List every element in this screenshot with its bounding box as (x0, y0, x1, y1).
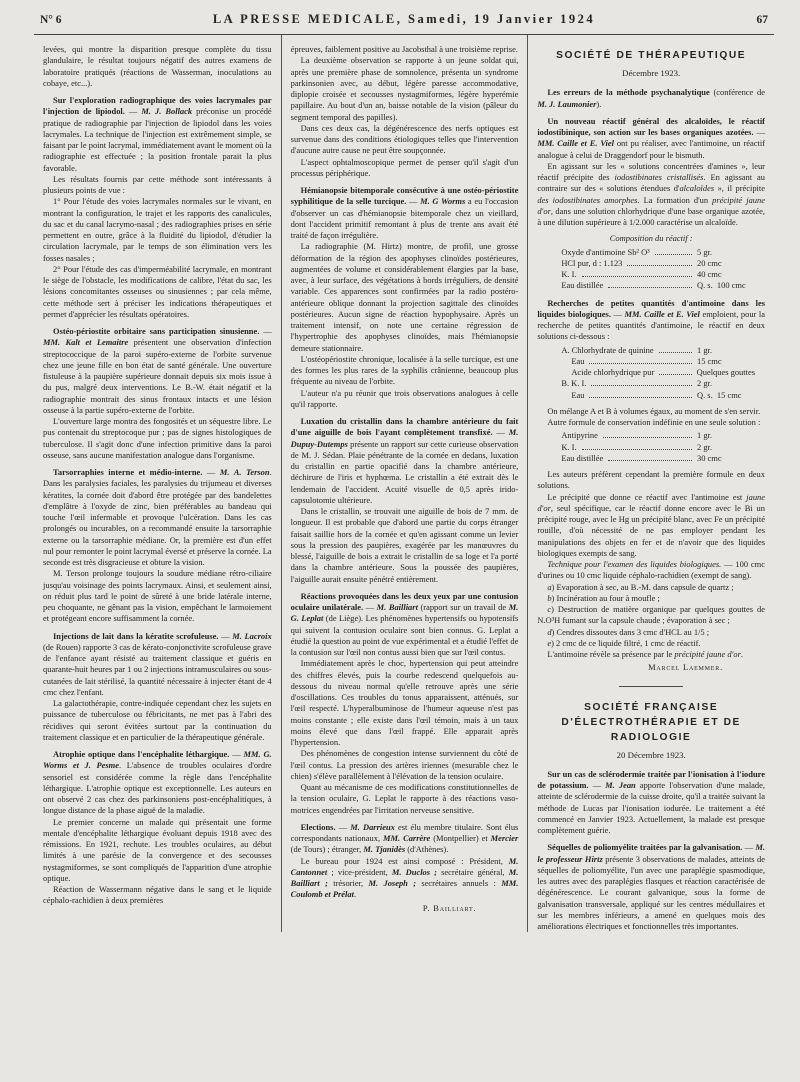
text-run: secrétaires annuels : (416, 878, 502, 888)
text-run: M. Joseph ; (368, 878, 417, 888)
text-run: jaune d'or (537, 491, 765, 513)
recipe-row (561, 390, 755, 401)
text-run: — (259, 326, 272, 336)
text-run: (de Rouen) rapporte 3 cas de kérato-conjonctivite scrofuleuse grave de l'enfance ayant résisté au traitement classique et guéris en quarante-huit heures par 1 ou 2 injections intramusculaires ou sous-cutanées de lait stérilisé, la quantité nécessaire à injecter étant de 4 cmc chez l'enfant. (43, 641, 272, 697)
text-run: présente 3 observations de malades, atteints de séquelles de poliomyélite, l'un avec une paraplégie spasmodique, les autres avec des paraplégies flasques et réaction caractérisée de dégénérescence. Le courant galvanique, sous la forme de galvanisation transversale, appliqué sur les centres médullaires et sur les membres inférieurs, a amené en quelques mois des améliorations électriques et fonctionnelles très importantes. (537, 853, 765, 931)
text-run: Tarsorraphies interne et médio-interne. (53, 467, 203, 477)
paragraph (43, 196, 272, 264)
section-paragraph (43, 467, 272, 568)
text-run: — (610, 308, 625, 319)
ingredient-amount: 40 cmc (697, 269, 722, 279)
section-paragraph (537, 116, 765, 161)
dot-leader (589, 363, 692, 364)
society-heading-line: D'ÉLECTROTHÉRAPIE ET DE RADIOLOGIE (561, 716, 741, 743)
text-run: — (202, 467, 220, 477)
section-paragraph (537, 87, 765, 110)
text-run: trésorier, (327, 878, 369, 888)
ingredient-name: B. K. I. (561, 378, 587, 389)
text-run: Les auteurs préfèrent cependant la première formule en deux solutions. (537, 469, 765, 491)
text-run: Technique pour l'examen des liquides biologiques. (547, 559, 722, 569)
text-run: a eu l'occasion d'observer un cas d'hémianopsie bitemporale chez un vieillard, dont l'accident primitif remontant à plus de trente ans avait été traité de façon irrégulière. (290, 196, 519, 240)
text-run: M. Cantonnet (290, 855, 519, 877)
text-run: (rapport sur un travail de (417, 602, 509, 612)
ingredient-amount: 5 gr. (697, 246, 712, 257)
text-run: emploient, pour la recherche de petites quantités d'antimoine, le réactif en deux solutions ci-dessous : (537, 308, 765, 342)
page-number: 67 (756, 14, 768, 26)
ingredient-name: K. I. (561, 441, 577, 452)
ingredient-amount: 30 cmc (697, 452, 722, 463)
text-run: précipité jaune d'or (674, 649, 741, 659)
ingredient-amount: Quelques gouttes (696, 367, 755, 377)
paragraph (291, 658, 519, 748)
recipe-row (561, 258, 755, 269)
paragraph (291, 748, 519, 782)
text-run: M. Jean (605, 780, 636, 790)
text-run: Hémianopsie bitemporale consécutive à une ostéo-périostite syphilitique de la selle turcique. (290, 185, 519, 207)
text-run: Le précipité que donne ce réactif avec l'antimoine est (547, 491, 747, 502)
recipe-table (561, 430, 765, 464)
ingredient-name: Antipyrine (561, 430, 598, 441)
text-run: — (218, 630, 233, 641)
section-paragraph (291, 416, 519, 506)
text-run: ) Incinération au four à moufle ; (551, 592, 660, 603)
ingredient-amount: 20 cmc (697, 257, 722, 268)
recipe-row (561, 378, 755, 389)
text-run: », il précipite (714, 183, 765, 194)
ingredient-amount: Q. s. 15 cmc (697, 389, 742, 400)
text-run: On mélange A et B à volumes égaux, au moment de s'en servir. (547, 405, 761, 416)
ingredient-name: Eau distillée (561, 452, 604, 463)
paragraph (291, 241, 519, 354)
text-run: est élu membre titulaire. Sont élus correspondants nationaux, (290, 821, 519, 843)
society-heading-line: SOCIÉTÉ FRANÇAISE (584, 701, 719, 713)
dot-leader (608, 287, 692, 288)
text-run: M. Lacroix (232, 630, 272, 641)
text-run: MM. Coulomb et Prélat (290, 878, 519, 900)
recipe-row (561, 453, 755, 464)
text-run: (Montpellier) et (430, 833, 491, 843)
text-run: présentent une observation d'infection streptococcique de la paroi supéro-externe de l'orbite survenue chez une jeune fille en bon état de santé générale. Une ouverture fistuleuse à la paupière supérieure donnait depuis six mois issue à du pus, malgré deux interventions. Le B.-W. était négatif et la radiographie montrait des sinus frontaux intacts et une lésion osseuse à la partie supéro-externe de l'orbite. (43, 337, 272, 415)
text-run: M. Terson prolonge toujours la soudure médiane rétro-ciliaire jusqu'au voisinage des points lacrymaux. Ainsi, et seulement ainsi, on réduit plus tard le point de sûreté à une bride latérale interne, peu choquante, ne gênant pas la vision, empêchant le larmoiement et protégeant encore suffisamment la cornée. (43, 568, 272, 624)
text-run: ) Destruction de matière organique par quelques gouttes de N.O³H fumant sur la capsule chaude ; évaporation à sec ; (537, 604, 765, 626)
recipe-title: Composition du réactif : (609, 233, 693, 244)
paragraph (43, 698, 272, 743)
paragraph (537, 559, 765, 582)
paragraph (43, 44, 272, 89)
text-column-2 (281, 35, 528, 932)
section-paragraph (43, 749, 272, 817)
text-run: M. Bailliart ; (290, 866, 519, 888)
text-run: Réactions provoquées dans les deux yeux par une contusion oculaire unilatérale. (290, 590, 519, 612)
text-run: — (492, 427, 509, 438)
paragraph (537, 627, 765, 638)
issue-number: N° 6 (40, 14, 62, 26)
dot-leader (627, 265, 692, 266)
text-run: MM. Caille et E. Viel (537, 138, 614, 149)
paragraph (537, 604, 765, 627)
text-run: Sur un cas de sclérodermie traitée par l'ionisation à l'iodure de potassium. (537, 768, 765, 790)
recipe-row (561, 430, 755, 441)
text-run: ; vice-président, (327, 866, 392, 877)
text-run: En agissant sur les « solutions concentrées d'amines », leur réactif précipite des (537, 160, 765, 182)
text-run: . Dans les paralysies faciales, les paralysies du trijumeau et diverses kératites, la cornée doit d'abord être protégée par des bandelettes d'emplâtre à l'oxyde de zinc, bien préférables au bandeau qui touche l'œil infermable et provoque l'ulcération. Dans les cas prolongés ou incurables, on a recommandé ensuite la tarsorraphie externe ou la tarsorraphie médiane. Or, la première est d'un effet nul pour remonter le point lacrymal éversé et préserve la cornée. La seconde est très disgracieuse et obture la vision. (43, 467, 272, 567)
paragraph (537, 417, 765, 428)
text-run: M. Duclos ; (391, 866, 437, 877)
text-run: M. G. Leplat (290, 602, 519, 624)
text-run: — (363, 602, 377, 612)
ingredient-amount: 2 gr. (697, 441, 712, 452)
text-run: Elections. (300, 821, 336, 832)
paragraph (291, 123, 519, 157)
text-run: . (740, 649, 744, 659)
journal-header (34, 8, 774, 35)
text-run: (de Tours) ; étranger, (290, 844, 364, 855)
recipe-row (561, 247, 755, 258)
text-run: — (406, 196, 421, 207)
text-run: MM. Caille et E. Viel (624, 308, 700, 319)
text-run: — (124, 106, 142, 117)
text-run: b (547, 592, 552, 603)
text-run: Les erreurs de la méthode psychanalytique (547, 87, 710, 98)
text-run: Séquelles de poliomyélite traitées par la galvanisation. (547, 842, 743, 853)
ingredient-amount: 2 gr. (697, 378, 712, 389)
text-run: — 100 cmc d'urines ou 10 cmc liquide céphalo-rachidien (exempt de sang). (537, 559, 765, 581)
society-heading (537, 700, 765, 745)
dot-leader (659, 352, 692, 353)
text-run: M. Dupuy-Dutemps (290, 427, 519, 449)
ingredient-name: Oxyde d'antimoine Sb² O³ (561, 246, 650, 257)
paragraph (537, 582, 765, 593)
text-run: levées, qui montre la disparition presque complète du tissu glandulaire, le résultat toujours négatif des autres examens de laboratoire pratiqués (réactions de Wasserman, inoculations au cobaye, etc...). (43, 44, 272, 88)
text-run: Mercier (490, 833, 519, 843)
text-run: ont pu réaliser, avec l'antimoine, un réactif analogue à celui de Draggendorf pour le bismuth. (537, 138, 766, 160)
text-run: — (335, 821, 351, 832)
signature: Marcel Laemmer. (648, 662, 723, 673)
dot-leader (603, 437, 692, 438)
ingredient-name: Eau (571, 389, 585, 400)
text-run: — (753, 127, 766, 137)
ingredient-name: A. Chlorhydrate de quinine (561, 344, 654, 355)
text-run: — (229, 749, 244, 759)
text-run: Atrophie optique dans l'encéphalite léthargique. (53, 749, 230, 759)
paragraph (291, 782, 519, 816)
text-run: Un nouveau réactif général des alcaloïdes, le réactif iodostibinique, son action sur les bases organiques azotées. (537, 115, 765, 137)
dot-leader (655, 254, 692, 255)
ingredient-amount: 1 gr. (697, 430, 712, 441)
recipe-row (561, 442, 755, 453)
recipe-row (561, 345, 755, 356)
page-body (34, 35, 774, 932)
recipe-table (561, 247, 765, 292)
text-run: Quant au mécanisme de ces modifications constitutionnelles de la tension oculaire, G. Leplat le rapporte à des réactions vaso-motrices engendrées par l'irritation nerveuse sensitive. (290, 782, 519, 815)
text-run: secrétaire général, (437, 866, 509, 877)
paragraph (43, 174, 272, 197)
text-run: Des phénomènes de congestion intense surviennent du côté de l'œil contus. La pression des artères iriennes (mesurable chez le chien) s'élève parallèlement à l'élévation de la tension oculaire. (290, 748, 519, 781)
section-paragraph (537, 769, 765, 837)
text-run: Réaction de Wassermann négative dans le sang et le liquide céphalo-rachidien à deux premières (43, 884, 272, 906)
section-paragraph (537, 298, 765, 343)
text-run: M. G Worms (420, 196, 466, 207)
text-run: précipité jaune d'or (537, 194, 765, 216)
text-run: Luxation du cristallin dans la chambre antérieure du fait d'une aiguille de bois l'ayant complètement transfixé. (290, 416, 519, 438)
text-run: M. J. Bollack (141, 106, 193, 117)
section-paragraph (291, 822, 519, 856)
paragraph (291, 354, 519, 388)
text-run: La deuxième observation se rapporte à un jeune soldat qui, après une première phase de somnolence, présenta un syndrome parkinsonien avec, au début, légère paresse accommodative, diplopie croisée et secousses nystagmiformes, légère hyperémie papillaire. Au bout d'un an, baisse notable de la vision (pâleur du segment temporal des papilles). (290, 55, 519, 122)
paragraph (291, 388, 519, 411)
text-run: . L'absence de troubles oculaires d'ordre sensoriel est considérée comme la règle dans l'encéphalite léthargique. L'atrophie optique est exceptionnelle. Les auteurs en ont observé 2 cas chez des parkinsoniens post-encéphalitiques, à longue distance de la phase aiguë de la maladie. (43, 760, 272, 816)
text-run: Les résultats fournis par cette méthode sont intéressants à plusieurs points de vue : (43, 173, 272, 195)
text-run: L'ostéopériostite chronique, localisée à la selle turcique, est une des formes les plus rares de la syphilis crânienne, beaucoup plus fréquente au niveau de l'orbite. (290, 353, 519, 387)
section-paragraph (291, 185, 519, 241)
paragraph (291, 157, 519, 180)
text-run: (conférence de (709, 87, 765, 98)
text-run: , seul spécifique, car le réactif donne encore avec le Bi un précipité rouge, avec le Hg un précipité blanc, avec Fe un précipité rouille, d'où nécessité de ne pas employer pendant les manipulations des objets en fer et de n'avoir que des liquides biologiques exempts de sang. (537, 502, 765, 558)
text-run: M. Tjanidès (363, 844, 406, 855)
recipe-row (561, 269, 755, 280)
section-paragraph (537, 842, 765, 932)
paragraph (537, 593, 765, 604)
text-run: L'aspect ophtalmoscopique permet de penser qu'il s'agit d'un processus périphérique. (290, 156, 519, 178)
text-run: des iodostibinates amorphes (537, 194, 638, 205)
text-run: . La formation d'un (637, 194, 713, 205)
text-run: ) Evaporation à sec, au B.-M. dans capsule de quartz ; (551, 581, 734, 592)
text-run: Autre formule de conservation indéfinie en une seule solution : (547, 417, 761, 427)
paragraph (43, 264, 272, 320)
ingredient-name: HCl pur, d : 1.123 (561, 257, 623, 268)
text-run: Injections de lait dans la kératite scrofuleuse. (53, 630, 219, 641)
text-run: . En agissant au contraire sur des « solutions étendues d' (537, 172, 765, 194)
paragraph (291, 55, 519, 123)
text-run: c (547, 604, 552, 614)
paragraph (537, 649, 765, 660)
paragraph (43, 568, 272, 624)
text-run: Dans le cristallin, se trouvait une aiguille de bois de 7 mm. de longueur. Il est probable que d'abord une partie du corps étranger faisait saillie hors de la cornée et qu'en agissant comme un levier sous la pression des paupières, exagérée par les manœuvres du blessé, l'aiguille de bois a extrait le cristallin de sa loge et l'a porté dans la chambre antérieure. Sous la poussée des paupières, l'aiguille aurait ensuite pénétré entièrement. (290, 506, 519, 584)
ingredient-amount: Q. s. 100 cmc (697, 280, 746, 291)
text-run: préconise un procédé pratique de radiographie par l'injection de lipiodol dans les voies lacrymales. La technique de l'injection est extrêmement simple, se faisant par le point lacrymal, immédiatement avant le moment où la radiographie est effectuée ; la position frontale parait la plus favorable. (43, 106, 272, 173)
text-run: . (353, 889, 357, 900)
dot-leader (589, 397, 692, 398)
paragraph (43, 416, 272, 461)
ingredient-name: K. I. (561, 269, 577, 279)
text-run: e (547, 637, 552, 648)
ingredient-amount: 15 cmc (697, 355, 722, 366)
text-run: Immédiatement après le choc, hypertension qui peut atteindre des chiffres élevés, puis la courbe redescend quelquefois au-dessous du niveau normal qu'elle retrouve après une série d'oscillations. Ces troubles du tonus apparaissent, atténués, sur l'œil respecté. L'hyperalbuminose de l'humeur aqueuse n'est pas moins constante ; elle existe dans l'œil témoin, mais à un taux moins élevé que dans l'œil frappé. Elle apparait après l'hypertension. (290, 658, 519, 747)
recipe-row (561, 356, 755, 367)
ingredient-name: Eau distillée (561, 280, 604, 291)
text-run: L'antimoine révèle sa présence par le (547, 649, 675, 659)
society-heading (537, 48, 765, 63)
society-heading-line: SOCIÉTÉ DE THÉRAPEUTIQUE (556, 50, 747, 61)
ingredient-amount: 1 gr. (697, 344, 712, 355)
text-run: Recherches de petites quantités d'antimoine dans les liquides biologiques. (537, 297, 765, 319)
paragraph (291, 856, 519, 901)
text-run: La radiographie (M. Hirtz) montre, de profil, une grosse déformation de la région des apophyses clinoïdes postérieures, augmentées de volume et considérablement élargies par la base, avec, à leur surface, des végétations à bords irréguliers, de densité variable. Ces apparences sont confirmées par la radio postéro-antérieure oblique donnant la projection sagittale des clinoïdes postérieures. Aucun signe de réaction hypophysaire. Après un traitement intensif, on note une certaine régression de l'hypertrophie des apophyses clinoïdes, mais l'hémianopsie demeure stationnaire. (290, 241, 519, 353)
text-run: iodostibinates cristallisés (614, 172, 704, 182)
text-run: (de Liège). Les phénomènes hypertensifs ou hypotensifs qui suivent la contusion oculaire sont bien connus. G. Leplat a étudié la question au point de vue expérimental et a étudié l'effet de la contusion sur l'œil non contus aussi bien que sur l'œil contus. (290, 613, 519, 657)
section-paragraph (43, 631, 272, 699)
ingredient-name: Acide chlorhydrique pur (571, 367, 655, 377)
paragraph (537, 406, 765, 417)
dot-leader (659, 374, 691, 375)
text-run: MM. G. Worms et J. Pesme (43, 749, 272, 771)
text-run: M. Bailliart (376, 602, 418, 612)
recipe-table (561, 345, 765, 401)
text-run: alcaloïdes (679, 183, 715, 194)
section-paragraph (43, 326, 272, 416)
text-run: L'auteur n'a pu réunir que trois observations analogues à celle qu'il rapporte. (290, 387, 519, 409)
text-run: d (547, 626, 552, 637)
text-run: 1° Pour l'étude des voies lacrymales normales sur le vivant, en montrant la configuration, le trajet et les rapports des canalicules, du sac et du canal lacrymo-nasal ; des radiographies prises en série permettent en outre, grâce à la fluidité du lipiodol, d'étudier la circulation lacrymale, par le temps de son élimination vers les fosses nasales ; (43, 196, 272, 263)
text-run: Dans ces deux cas, la dégénérescence des nerfs optiques est survenue dans des conditions étiologiques telles que l'intervention d'aucune autre cause ne peut être soupçonnée. (290, 122, 519, 156)
text-run: L'ouverture large montra des fongosités et un séquestre libre. Le pus contenait du streptocoque pur ; pas de signes histologiques de tuberculose. Il s'agit donc d'une infection primitive dans la paroi osseuse, sans aucune manifestation analogue dans l'organisme. (43, 416, 272, 460)
section-paragraph (43, 95, 272, 174)
ingredient-name: Eau (571, 355, 585, 366)
text-run: présente un rapport sur cette curieuse observation de M. J. Sédan. Plaie pénétrante de la cornée en dedans, luxation du cristallin en partie opacifié dans la chambre antérieure, déchirure de l'iris et hyphœma. Le cristallin a été extrait dès le lendemain de l'accident. Acuité visuelle de 0,5 après irido-capsulotomie ultérieure. (290, 438, 519, 505)
section-paragraph (291, 591, 519, 659)
dot-leader (582, 276, 692, 277)
text-run: Sur l'exploration radiographique des voies lacrymales par l'injection de lipiodol. (43, 95, 272, 117)
paragraph (537, 161, 765, 229)
text-run: MM. Kalt et Lemaitre (43, 337, 129, 348)
text-run: Le premier concerne un malade qui présentait une forme mentale d'encéphalite léthargique évoluant depuis 1918 avec des rémissions. En 1921, rechute. Les troubles oculaires, au début limités à une parésie de la convergence et des secousses nystagmiformes, se sont compliqués de l'apparition d'une atrophie optique. (43, 816, 272, 883)
signature: P. Bailliart. (422, 902, 477, 913)
section-divider (619, 686, 683, 687)
session-date: 20 Décembre 1923. (616, 749, 686, 760)
text-run: M. J. Laumonier (537, 98, 597, 109)
text-run: apporte l'observation d'une malade, atteinte de sclérodermie de la cuisse droite, qu'il a traitée suivant la méthode de Lucas par l'ionisation iodurée. Le traitement a été commencé en Janvier 1923. Actuellement, la malade est presque complètement guérie. (537, 780, 765, 835)
paragraph (537, 638, 765, 649)
paragraph (537, 469, 765, 492)
text-run: M. Darrieux (350, 821, 395, 832)
text-run: La galactothérapie, contre-indiquée cependant chez les sujets en puissance de tuberculose ou fébricitants, ne met pas à l'abri des récidives qui seront évitées surtout par la continuation du traitement classique et en particulier de la thérapeutique générale. (43, 698, 272, 742)
recipe-row (561, 280, 755, 291)
recipe-row (561, 367, 755, 378)
text-run: 2° Pour l'étude des cas d'imperméabilité lacrymale, en montrant le siège de l'obstacle, les modifications de calibre, l'état du sac, les lésions concomitantes osseuses ou sinusiennes ; par cela même, cette méthode sert à préciser les indications thérapeutiques et permet d'apprécier les résultats opératoires. (43, 263, 272, 319)
text-run: Ostéo-périostite orbitaire sans participation sinusienne. (53, 326, 260, 336)
session-date: Décembre 1923. (622, 68, 681, 78)
paragraph (291, 506, 519, 585)
dot-leader (591, 385, 692, 386)
text-run: M. A. Terson (219, 467, 270, 477)
text-run: ). (596, 98, 602, 109)
paragraph (537, 492, 765, 560)
dot-leader (582, 449, 692, 450)
text-run: , dans une solution chlorhydrique d'une base organique azotée, à une dilution supérieure à 1/2.000 caractérise un alcaloïde. (537, 205, 765, 227)
paragraph (291, 44, 519, 55)
text-column-3 (527, 35, 774, 932)
paragraph (43, 817, 272, 885)
text-run: Le bureau pour 1924 est ainsi composé : Président, (300, 855, 509, 866)
text-run: — (588, 780, 606, 790)
text-run: (d'Athènes). (405, 844, 449, 855)
text-run: — (742, 842, 756, 853)
text-run: M. le professeur Hirtz (537, 842, 765, 864)
journal-masthead: LA PRESSE MEDICALE, Samedi, 19 Janvier 1924 (212, 12, 596, 26)
text-run: ) 2 cmc de ce liquide filtré, 1 cmc de réactif. (551, 637, 701, 648)
text-run: épreuves, faiblement positive au Jacobsthal à une troisième reprise. (290, 44, 518, 54)
text-run: a (547, 581, 552, 592)
paragraph (43, 884, 272, 907)
text-column-1 (34, 35, 281, 932)
dot-leader (608, 460, 692, 461)
text-run: ) Cendres dissoutes dans 3 cmc d'HCL au 1/5 ; (551, 626, 710, 637)
text-run: MM. Carrère (383, 833, 431, 843)
